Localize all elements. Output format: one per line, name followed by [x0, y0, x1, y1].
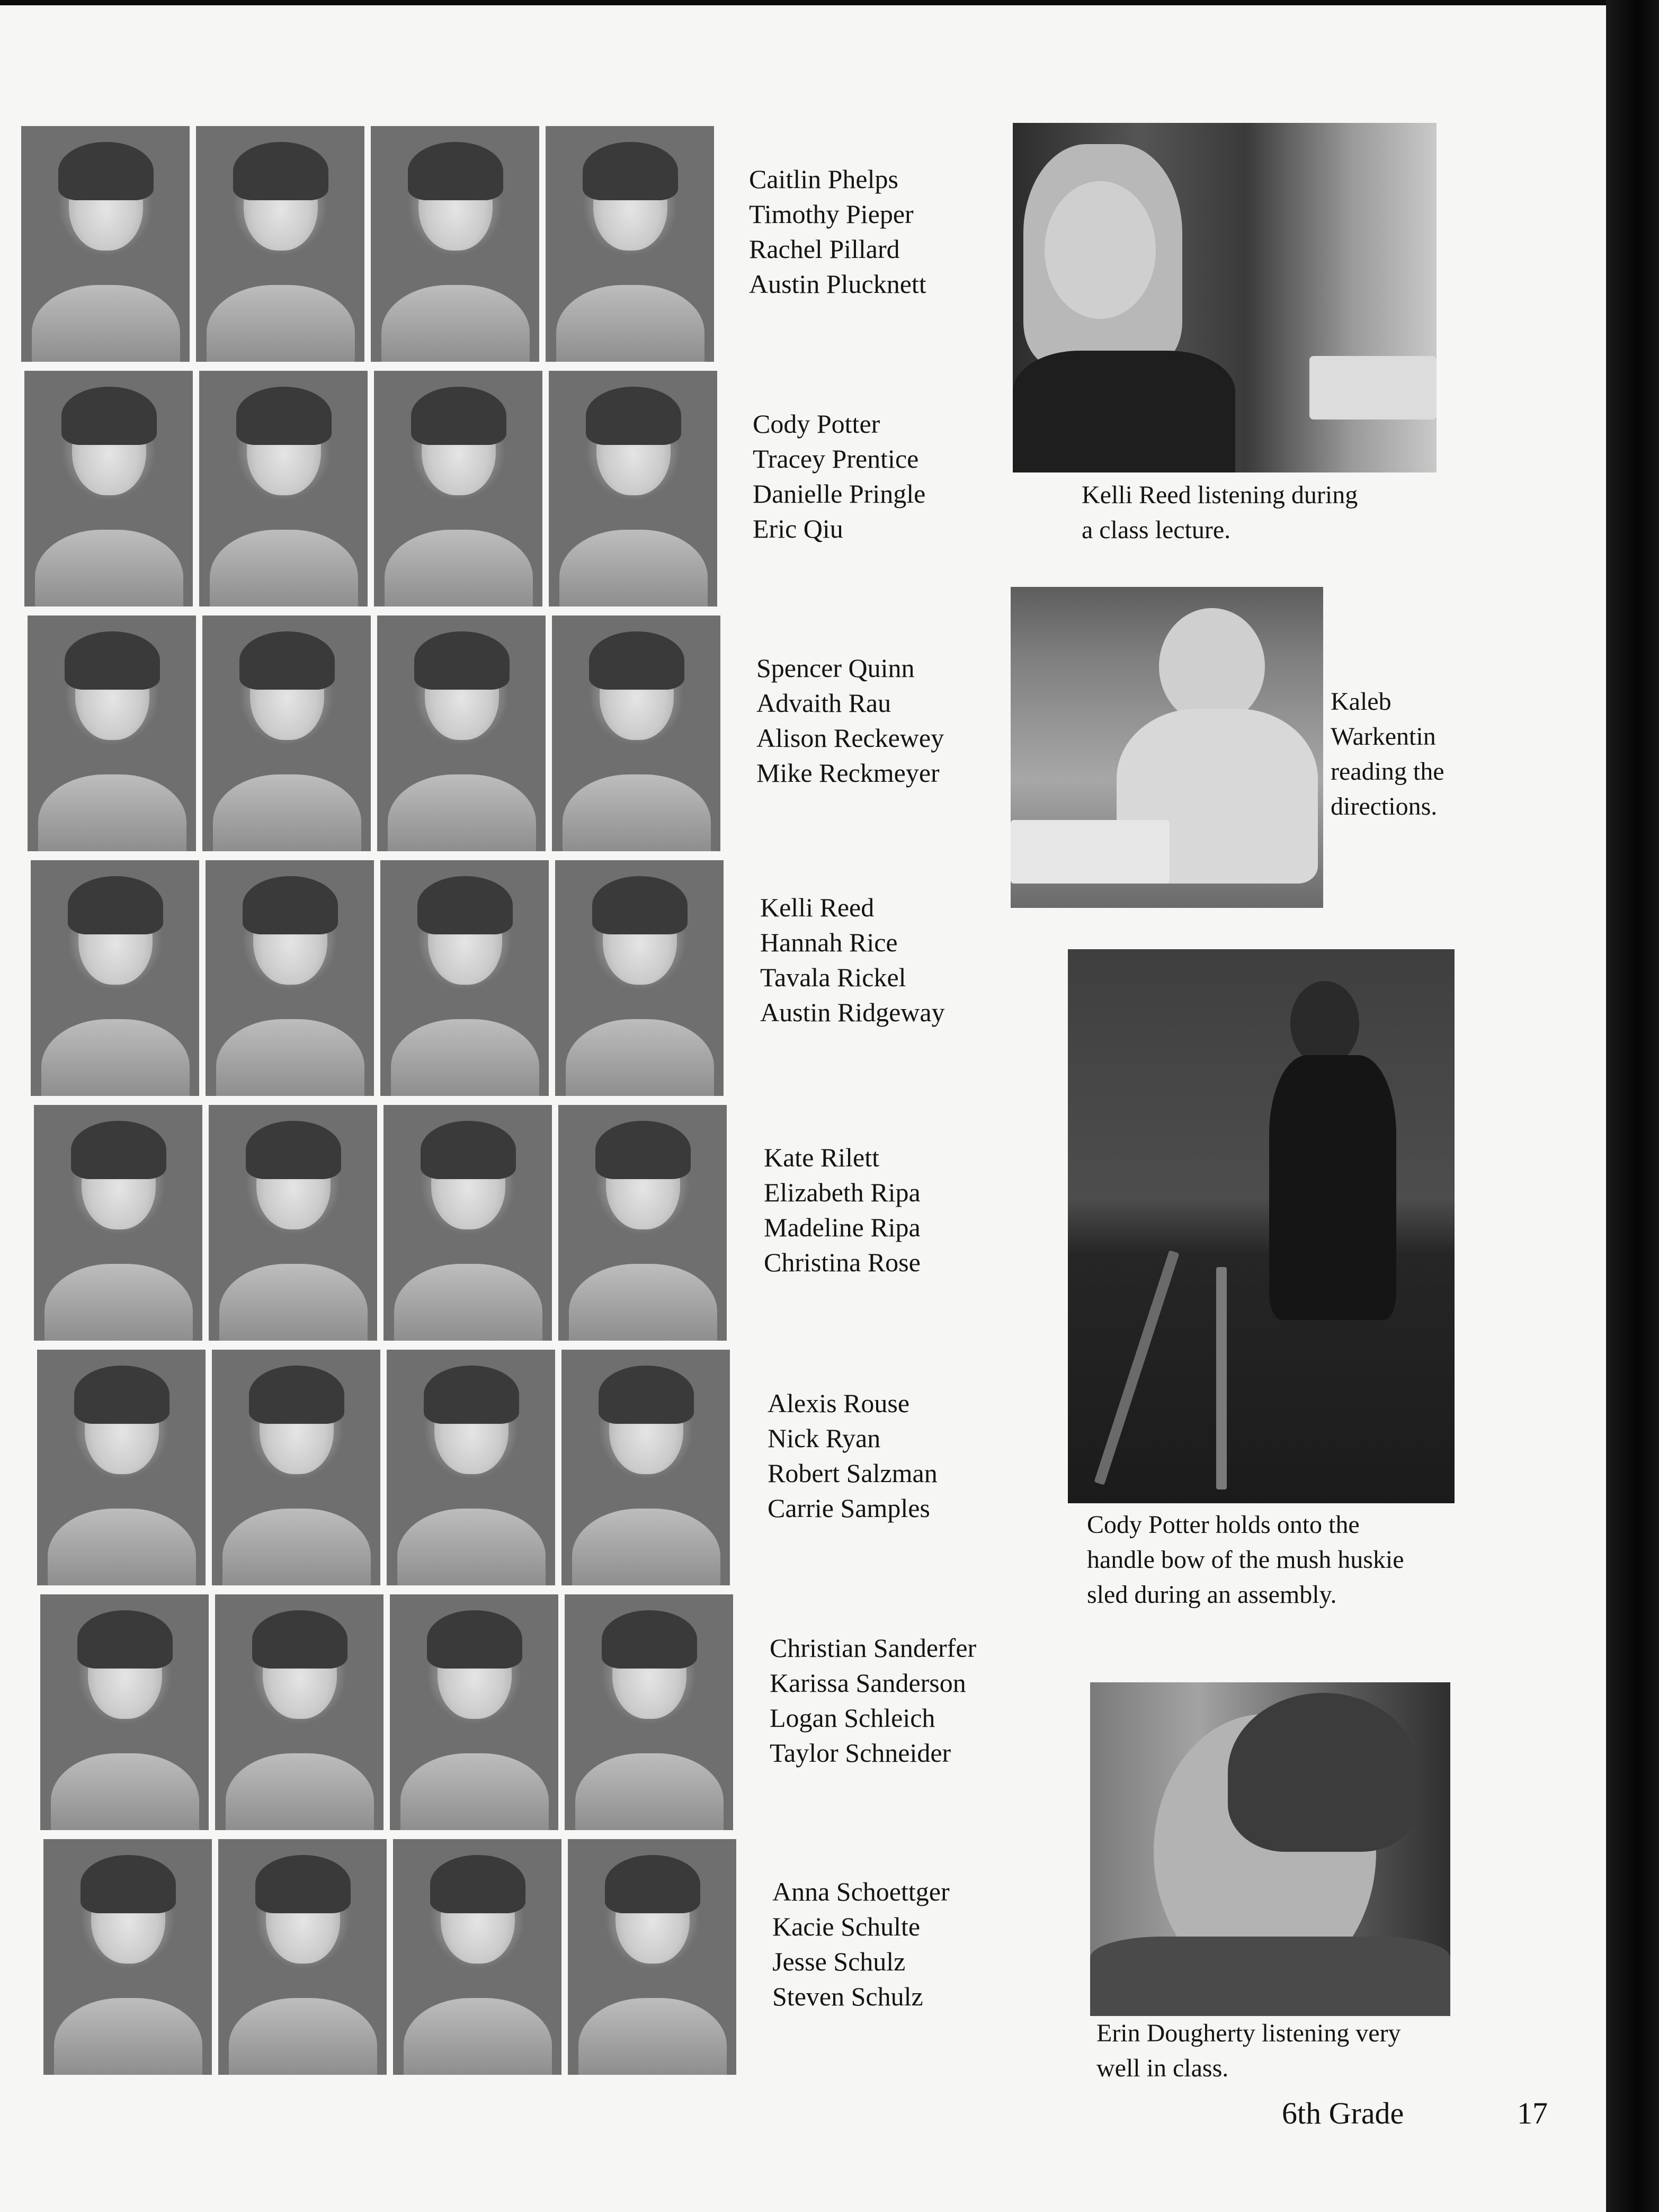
student-portrait	[552, 616, 720, 851]
student-portrait	[561, 1350, 730, 1585]
student-name: Hannah Rice	[760, 927, 898, 957]
student-name: Austin Ridgeway	[760, 997, 945, 1027]
student-portrait	[40, 1594, 209, 1830]
student-name: Cody Potter	[753, 409, 880, 439]
student-portrait	[21, 126, 190, 362]
student-name: Rachel Pillard	[749, 234, 900, 264]
portrait-row	[31, 860, 751, 1098]
student-name: Caitlin Phelps	[749, 164, 898, 194]
student-portrait	[387, 1350, 555, 1585]
student-portrait	[199, 371, 368, 606]
student-name: Alexis Rouse	[768, 1388, 910, 1418]
student-name: Danielle Pringle	[753, 479, 926, 509]
student-name: Tavala Rickel	[760, 962, 906, 992]
student-portrait	[555, 860, 724, 1096]
student-portrait	[546, 126, 714, 362]
student-name: Kacie Schulte	[772, 1912, 921, 1941]
student-portrait	[206, 860, 374, 1096]
candid-photo-kaleb-warkentin	[1011, 587, 1323, 908]
candid-photo-cody-potter	[1068, 949, 1455, 1503]
caption-kelli-reed: Kelli Reed listening during a class lecture.	[1082, 481, 1358, 544]
page-number: 17	[1517, 2096, 1548, 2130]
student-portrait	[212, 1350, 380, 1585]
portrait-row	[43, 1839, 764, 2076]
student-name: Logan Schleich	[770, 1703, 935, 1733]
student-portrait	[393, 1839, 561, 2075]
student-name: Nick Ryan	[768, 1423, 881, 1453]
student-portrait	[568, 1839, 736, 2075]
student-portrait	[202, 616, 371, 851]
name-list	[770, 1630, 976, 1770]
candid-photo-kelli-reed	[1013, 123, 1437, 472]
caption-cody-potter: Cody Potter holds onto the handle bow of the mush huskie sled during an assembly.	[1087, 1511, 1404, 1609]
student-portrait	[558, 1105, 727, 1341]
name-list	[772, 1874, 950, 2014]
student-name: Alison Reckewey	[756, 723, 944, 753]
student-name: Christina Rose	[764, 1247, 921, 1277]
portrait-row	[24, 371, 745, 608]
portrait-row	[40, 1594, 761, 1832]
candid-photo-erin-dougherty	[1090, 1682, 1450, 2016]
student-portrait	[218, 1839, 387, 2075]
student-name: Eric Qiu	[753, 514, 843, 543]
student-name: Spencer Quinn	[756, 653, 915, 683]
student-portrait	[31, 860, 199, 1096]
student-name: Karissa Sanderson	[770, 1668, 966, 1698]
student-name: Carrie Samples	[768, 1493, 930, 1523]
book-spine	[1606, 0, 1659, 2212]
student-portrait	[37, 1350, 206, 1585]
name-list	[764, 1140, 921, 1280]
yearbook-page	[0, 5, 1609, 2212]
student-name: Kelli Reed	[760, 893, 875, 922]
student-name: Anna Schoettger	[772, 1877, 950, 1906]
student-portrait	[390, 1594, 558, 1830]
portrait-row	[21, 126, 742, 363]
student-name: Jesse Schulz	[772, 1947, 906, 1976]
student-portrait	[196, 126, 364, 362]
section-label: 6th Grade	[1282, 2096, 1404, 2130]
student-name: Madeline Ripa	[764, 1212, 921, 1242]
name-list	[753, 406, 925, 546]
student-portrait	[215, 1594, 383, 1830]
student-portrait	[24, 371, 193, 606]
student-name: Elizabeth Ripa	[764, 1178, 921, 1207]
student-name: Timothy Pieper	[749, 199, 914, 229]
student-name: Kate Rilett	[764, 1143, 879, 1172]
student-portrait	[383, 1105, 552, 1341]
caption-erin-dougherty: Erin Dougherty listening very well in class.	[1096, 2019, 1401, 2082]
student-name: Christian Sanderfer	[770, 1633, 977, 1663]
student-portrait	[43, 1839, 212, 2075]
student-name: Taylor Schneider	[770, 1738, 951, 1768]
portrait-row	[37, 1350, 757, 1587]
student-name: Austin Plucknett	[749, 269, 926, 299]
name-list	[756, 650, 944, 790]
student-portrait	[380, 860, 549, 1096]
student-portrait	[565, 1594, 733, 1830]
student-name: Tracey Prentice	[753, 444, 919, 474]
student-portrait	[371, 126, 539, 362]
name-list	[760, 890, 945, 1030]
name-list	[749, 162, 926, 301]
portrait-row	[34, 1105, 754, 1342]
student-name: Advaith Rau	[756, 688, 891, 718]
portrait-row	[28, 616, 748, 853]
name-list	[768, 1386, 938, 1526]
student-name: Robert Salzman	[768, 1458, 938, 1488]
student-portrait	[209, 1105, 377, 1341]
caption-kaleb-warkentin: Kaleb Warkentin reading the directions.	[1331, 688, 1444, 820]
student-portrait	[377, 616, 546, 851]
student-portrait	[28, 616, 196, 851]
student-name: Mike Reckmeyer	[756, 758, 940, 788]
student-portrait	[549, 371, 717, 606]
student-portrait	[34, 1105, 202, 1341]
student-name: Steven Schulz	[772, 1982, 923, 2011]
student-portrait	[374, 371, 542, 606]
